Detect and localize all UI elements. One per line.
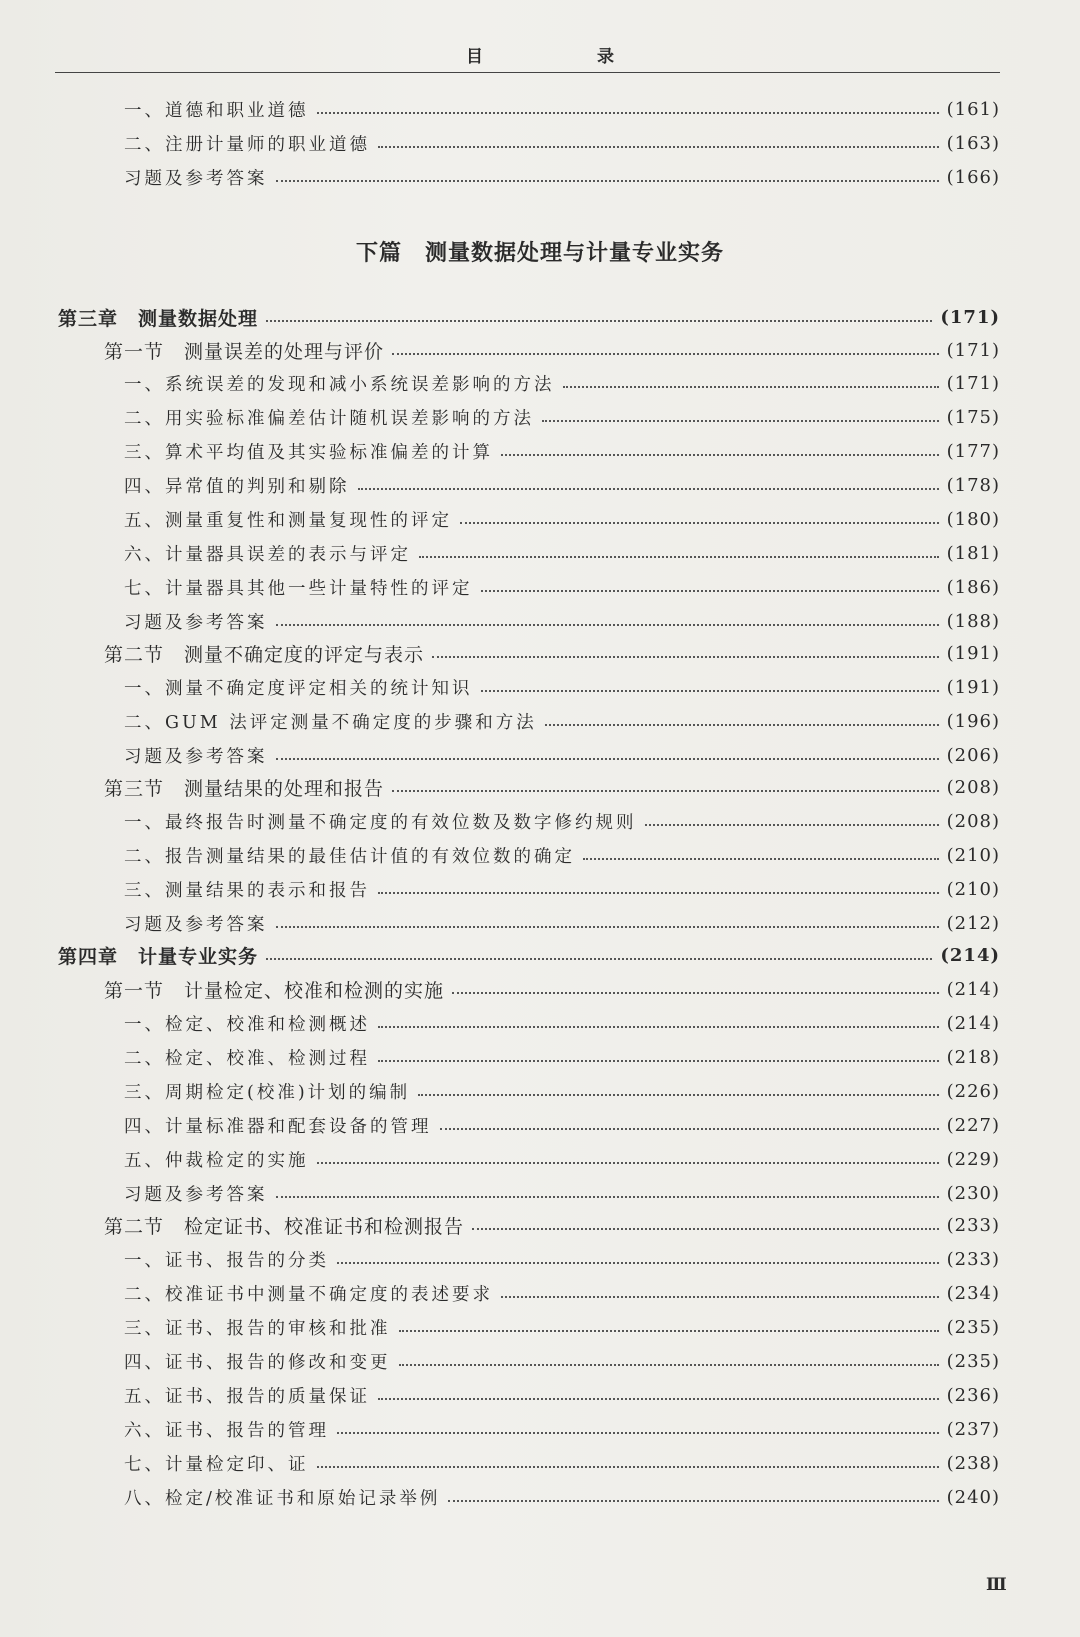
toc-item-row: [124, 604, 1000, 638]
toc-entry-page: (177): [946, 440, 1000, 462]
dot-leader: [276, 624, 939, 626]
toc-entry-label: 三、算术平均值及其实验标准偏差的计算: [124, 442, 493, 463]
toc-item-row: [124, 872, 1000, 906]
toc-entry-label: 六、计量器具误差的表示与评定: [124, 544, 411, 565]
dot-leader: [378, 1026, 939, 1028]
toc-entry-label: 习题及参考答案: [124, 168, 268, 189]
dot-leader: [481, 590, 939, 592]
toc-item-row: [124, 468, 1000, 502]
toc-item-row: [124, 126, 1000, 160]
toc-entry-page: (171): [946, 372, 1000, 394]
toc-entry-page: (175): [946, 406, 1000, 428]
toc-entry-label: 一、系统误差的发现和减小系统误差影响的方法: [124, 374, 555, 395]
dot-leader: [419, 556, 939, 558]
toc-entry-label: 第二节 测量不确定度的评定与表示: [104, 643, 425, 666]
dot-leader: [501, 1296, 939, 1298]
dot-leader: [399, 1364, 939, 1366]
toc-entry-page: (171): [940, 306, 1000, 328]
toc-entry-label: 习题及参考答案: [124, 746, 268, 767]
dot-leader: [399, 1330, 939, 1332]
toc-item-row: [124, 1040, 1000, 1074]
toc-entry-page: (188): [946, 610, 1000, 632]
dot-leader: [276, 926, 939, 928]
dot-leader: [317, 112, 939, 114]
toc-item-row: [124, 906, 1000, 940]
toc-item-row: [124, 804, 1000, 838]
toc-section-row: [104, 770, 1000, 804]
dot-leader: [337, 1432, 939, 1434]
dot-leader: [392, 790, 939, 792]
dot-leader: [440, 1128, 939, 1130]
toc-item-row: [124, 704, 1000, 738]
toc-item-row: [124, 434, 1000, 468]
toc-entry-page: (171): [946, 339, 1000, 361]
toc-entry-label: 四、异常值的判别和剔除: [124, 476, 350, 497]
toc-item-row: [124, 1176, 1000, 1210]
toc-entry-label: 第三章 测量数据处理: [58, 307, 259, 330]
toc-entry-page: (186): [946, 576, 1000, 598]
toc-item-row: [124, 738, 1000, 772]
toc-entry-page: (227): [946, 1114, 1000, 1136]
dot-leader: [266, 320, 932, 322]
toc-entry-label: 二、注册计量师的职业道德: [124, 134, 370, 155]
dot-leader: [276, 180, 939, 182]
dot-leader: [460, 522, 939, 524]
toc-entry-page: (235): [946, 1316, 1000, 1338]
toc-entry-page: (196): [946, 710, 1000, 732]
toc-entry-page: (240): [946, 1486, 1000, 1508]
toc-chapter-row: [58, 938, 1000, 972]
toc-item-row: [124, 670, 1000, 704]
toc-entry-label: 八、检定/校准证书和原始记录举例: [124, 1488, 441, 1509]
toc-item-row: [124, 502, 1000, 536]
dot-leader: [563, 386, 939, 388]
dot-leader: [472, 1228, 939, 1230]
toc-entry-label: 一、测量不确定度评定相关的统计知识: [124, 678, 473, 699]
toc-item-row: [124, 1242, 1000, 1276]
page-number: Ⅲ: [986, 1575, 1007, 1595]
toc-item-row: [124, 1446, 1000, 1480]
toc-entry-page: (214): [946, 1012, 1000, 1034]
toc-item-row: [124, 400, 1000, 434]
toc-entry-label: 习题及参考答案: [124, 612, 268, 633]
toc-entry-label: 二、用实验标准偏差估计随机误差影响的方法: [124, 408, 534, 429]
toc-entry-page: (237): [946, 1418, 1000, 1440]
dot-leader: [266, 958, 932, 960]
dot-leader: [452, 992, 939, 994]
toc-entry-page: (206): [946, 744, 1000, 766]
dot-leader: [317, 1162, 939, 1164]
toc-entry-page: (181): [946, 542, 1000, 564]
toc-chapter-row: [58, 300, 1000, 334]
dot-leader: [276, 1196, 939, 1198]
toc-entry-page: (230): [946, 1182, 1000, 1204]
dot-leader: [276, 758, 939, 760]
toc-entry-page: (238): [946, 1452, 1000, 1474]
dot-leader: [378, 1060, 939, 1062]
toc-entry-page: (236): [946, 1384, 1000, 1406]
toc-entry-page: (166): [946, 166, 1000, 188]
toc-entry-page: (180): [946, 508, 1000, 530]
dot-leader: [448, 1500, 938, 1502]
toc-entry-label: 三、测量结果的表示和报告: [124, 880, 370, 901]
toc-item-row: [124, 1480, 1000, 1514]
dot-leader: [378, 1398, 939, 1400]
toc-entry-label: 五、测量重复性和测量复现性的评定: [124, 510, 452, 531]
toc-item-row: [124, 1344, 1000, 1378]
dot-leader: [481, 690, 939, 692]
toc-entry-label: 七、计量器具其他一些计量特性的评定: [124, 578, 473, 599]
toc-entry-label: 第一节 计量检定、校准和检测的实施: [104, 979, 445, 1002]
toc-entry-label: 二、GUM 法评定测量不确定度的步骤和方法: [124, 712, 537, 733]
toc-item-row: [124, 1006, 1000, 1040]
toc-item-row: [124, 536, 1000, 570]
toc-item-row: [124, 1310, 1000, 1344]
toc-item-row: [124, 1074, 1000, 1108]
toc-entry-page: (210): [946, 878, 1000, 900]
dot-leader: [358, 488, 939, 490]
dot-leader: [542, 420, 939, 422]
dot-leader: [378, 146, 939, 148]
toc-entry-page: (233): [946, 1248, 1000, 1270]
toc-section-row: [104, 972, 1000, 1006]
toc-entry-label: 第一节 测量误差的处理与评价: [104, 340, 385, 363]
toc-entry-label: 三、周期检定(校准)计划的编制: [124, 1082, 411, 1103]
dot-leader: [378, 892, 939, 894]
toc-entry-label: 二、校准证书中测量不确定度的表述要求: [124, 1284, 493, 1305]
toc-item-row: [124, 1378, 1000, 1412]
toc-entry-label: 一、检定、校准和检测概述: [124, 1014, 370, 1035]
toc-entry-label: 二、检定、校准、检测过程: [124, 1048, 370, 1069]
toc-entry-label: 六、证书、报告的管理: [124, 1420, 329, 1441]
dot-leader: [317, 1466, 939, 1468]
toc-entry-label: 一、道德和职业道德: [124, 100, 309, 121]
toc-entry-label: 四、计量标准器和配套设备的管理: [124, 1116, 432, 1137]
dot-leader: [583, 858, 939, 860]
toc-entry-label: 七、计量检定印、证: [124, 1454, 309, 1475]
toc-item-row: [124, 570, 1000, 604]
toc-entry-page: (178): [946, 474, 1000, 496]
dot-leader: [432, 656, 939, 658]
toc-item-row: [124, 1412, 1000, 1446]
toc-entry-label: 第三节 测量结果的处理和报告: [104, 777, 385, 800]
dot-leader: [545, 724, 939, 726]
dot-leader: [418, 1094, 938, 1096]
toc-entry-label: 第二节 检定证书、校准证书和检测报告: [104, 1215, 465, 1238]
toc-entry-page: (218): [946, 1046, 1000, 1068]
toc-entry-label: 习题及参考答案: [124, 914, 268, 935]
toc-entry-label: 习题及参考答案: [124, 1184, 268, 1205]
toc-entry-label: 一、最终报告时测量不确定度的有效位数及数字修约规则: [124, 812, 637, 833]
toc-entry-page: (208): [946, 810, 1000, 832]
toc-entry-page: (191): [946, 676, 1000, 698]
toc-entry-label: 五、证书、报告的质量保证: [124, 1386, 370, 1407]
toc-section-row: [104, 333, 1000, 367]
toc-item-row: [124, 160, 1000, 194]
toc-item-row: [124, 366, 1000, 400]
dot-leader: [337, 1262, 939, 1264]
toc-section-row: [104, 636, 1000, 670]
toc-item-row: [124, 838, 1000, 872]
toc-entry-label: 第四章 计量专业实务: [58, 945, 259, 968]
dot-leader: [392, 353, 939, 355]
toc-item-row: [124, 92, 1000, 126]
toc-entry-label: 四、证书、报告的修改和变更: [124, 1352, 391, 1373]
toc-entry-page: (226): [946, 1080, 1000, 1102]
toc-entry-page: (229): [946, 1148, 1000, 1170]
toc-entry-label: 五、仲裁检定的实施: [124, 1150, 309, 1171]
toc-entry-page: (210): [946, 844, 1000, 866]
toc-entry-page: (191): [946, 642, 1000, 664]
toc-item-row: [124, 1142, 1000, 1176]
toc-entry-page: (234): [946, 1282, 1000, 1304]
toc-entry-page: (235): [946, 1350, 1000, 1372]
toc-entry-page: (212): [946, 912, 1000, 934]
toc-entry-label: 三、证书、报告的审核和批准: [124, 1318, 391, 1339]
toc-item-row: [124, 1276, 1000, 1310]
toc-entry-page: (208): [946, 776, 1000, 798]
part-title: 下篇 测量数据处理与计量专业实务: [355, 240, 724, 266]
toc-entry-page: (214): [946, 978, 1000, 1000]
toc-entry-page: (214): [940, 944, 1000, 966]
toc-entry-label: 二、报告测量结果的最佳估计值的有效位数的确定: [124, 846, 575, 867]
toc-section-row: [104, 1208, 1000, 1242]
toc-item-row: [124, 1108, 1000, 1142]
toc-entry-page: (163): [946, 132, 1000, 154]
toc-entry-label: 一、证书、报告的分类: [124, 1250, 329, 1271]
running-header: 目 录: [466, 47, 668, 67]
dot-leader: [645, 824, 939, 826]
dot-leader: [501, 454, 939, 456]
toc-entry-page: (161): [946, 98, 1000, 120]
toc-entry-page: (233): [946, 1214, 1000, 1236]
